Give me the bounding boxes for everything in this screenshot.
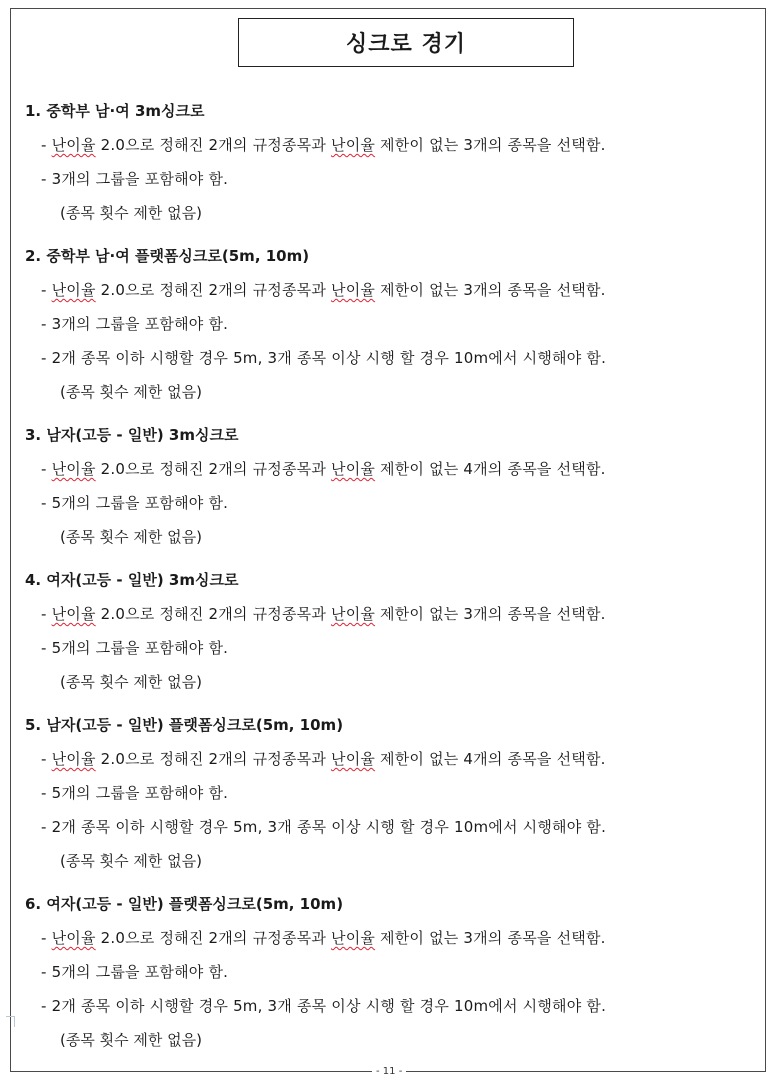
list-item: - 5개의 그룹을 포함해야 함. bbox=[41, 494, 229, 512]
section-heading: 2. 중학부 남·여 플랫폼싱크로(5m, 10m) bbox=[25, 247, 310, 265]
spellcheck-word: 난이율 bbox=[331, 460, 376, 478]
section-6 bbox=[25, 888, 755, 1057]
section-heading: 1. 중학부 남·여 3m싱크로 bbox=[25, 102, 205, 120]
section-note: (종목 횟수 제한 없음) bbox=[60, 1031, 202, 1049]
list-item: - 난이율 2.0으로 정해진 2개의 규정종목과 난이율 제한이 없는 3개의 종목을 선택함. bbox=[41, 136, 606, 154]
section-note: (종목 횟수 제한 없음) bbox=[60, 204, 202, 222]
title-box bbox=[238, 18, 574, 67]
section-1 bbox=[25, 95, 755, 230]
list-item: - 5개의 그룹을 포함해야 함. bbox=[41, 963, 229, 981]
list-item: - 난이율 2.0으로 정해진 2개의 규정종목과 난이율 제한이 없는 4개의 종목을 선택함. bbox=[41, 750, 606, 768]
section-note: (종목 횟수 제한 없음) bbox=[60, 673, 202, 691]
list-item: - 난이율 2.0으로 정해진 2개의 규정종목과 난이율 제한이 없는 3개의 종목을 선택함. bbox=[41, 605, 606, 623]
section-heading: 3. 남자(고등 - 일반) 3m싱크로 bbox=[25, 426, 239, 444]
list-item: - 2개 종목 이하 시행할 경우 5m, 3개 종목 이상 시행 할 경우 10m에서 시행해야 함. bbox=[41, 349, 607, 367]
list-item: - 3개의 그룹을 포함해야 함. bbox=[41, 170, 229, 188]
spellcheck-word: 난이율 bbox=[51, 929, 96, 947]
list-item: - 난이율 2.0으로 정해진 2개의 규정종목과 난이율 제한이 없는 3개의 종목을 선택함. bbox=[41, 281, 606, 299]
spellcheck-word: 난이율 bbox=[51, 281, 96, 299]
document-page bbox=[10, 8, 766, 1072]
list-item: - 3개의 그룹을 포함해야 함. bbox=[41, 315, 229, 333]
spellcheck-word: 난이율 bbox=[51, 605, 96, 623]
section-4 bbox=[25, 564, 755, 699]
list-item: - 5개의 그룹을 포함해야 함. bbox=[41, 784, 229, 802]
page-number: - 11 - bbox=[372, 1066, 406, 1077]
spellcheck-word: 난이율 bbox=[331, 929, 376, 947]
page-corner-mark bbox=[6, 1016, 15, 1027]
section-heading: 4. 여자(고등 - 일반) 3m싱크로 bbox=[25, 571, 239, 589]
list-item: - 난이율 2.0으로 정해진 2개의 규정종목과 난이율 제한이 없는 3개의 종목을 선택함. bbox=[41, 929, 606, 947]
spellcheck-word: 난이율 bbox=[331, 750, 376, 768]
spellcheck-word: 난이율 bbox=[331, 281, 376, 299]
section-2 bbox=[25, 240, 755, 409]
spellcheck-word: 난이율 bbox=[51, 750, 96, 768]
section-heading: 5. 남자(고등 - 일반) 플랫폼싱크로(5m, 10m) bbox=[25, 716, 344, 734]
document-body bbox=[25, 95, 755, 1067]
list-item: - 5개의 그룹을 포함해야 함. bbox=[41, 639, 229, 657]
list-item: - 2개 종목 이하 시행할 경우 5m, 3개 종목 이상 시행 할 경우 10m에서 시행해야 함. bbox=[41, 997, 607, 1015]
spellcheck-word: 난이율 bbox=[331, 605, 376, 623]
spellcheck-word: 난이율 bbox=[51, 460, 96, 478]
section-3 bbox=[25, 419, 755, 554]
section-5 bbox=[25, 709, 755, 878]
section-note: (종목 횟수 제한 없음) bbox=[60, 852, 202, 870]
section-note: (종목 횟수 제한 없음) bbox=[60, 528, 202, 546]
list-item: - 2개 종목 이하 시행할 경우 5m, 3개 종목 이상 시행 할 경우 10m에서 시행해야 함. bbox=[41, 818, 607, 836]
page-title: 싱크로 경기 bbox=[346, 32, 466, 57]
spellcheck-word: 난이율 bbox=[331, 136, 376, 154]
spellcheck-word: 난이율 bbox=[51, 136, 96, 154]
section-heading: 6. 여자(고등 - 일반) 플랫폼싱크로(5m, 10m) bbox=[25, 895, 344, 913]
section-note: (종목 횟수 제한 없음) bbox=[60, 383, 202, 401]
list-item: - 난이율 2.0으로 정해진 2개의 규정종목과 난이율 제한이 없는 4개의 종목을 선택함. bbox=[41, 460, 606, 478]
